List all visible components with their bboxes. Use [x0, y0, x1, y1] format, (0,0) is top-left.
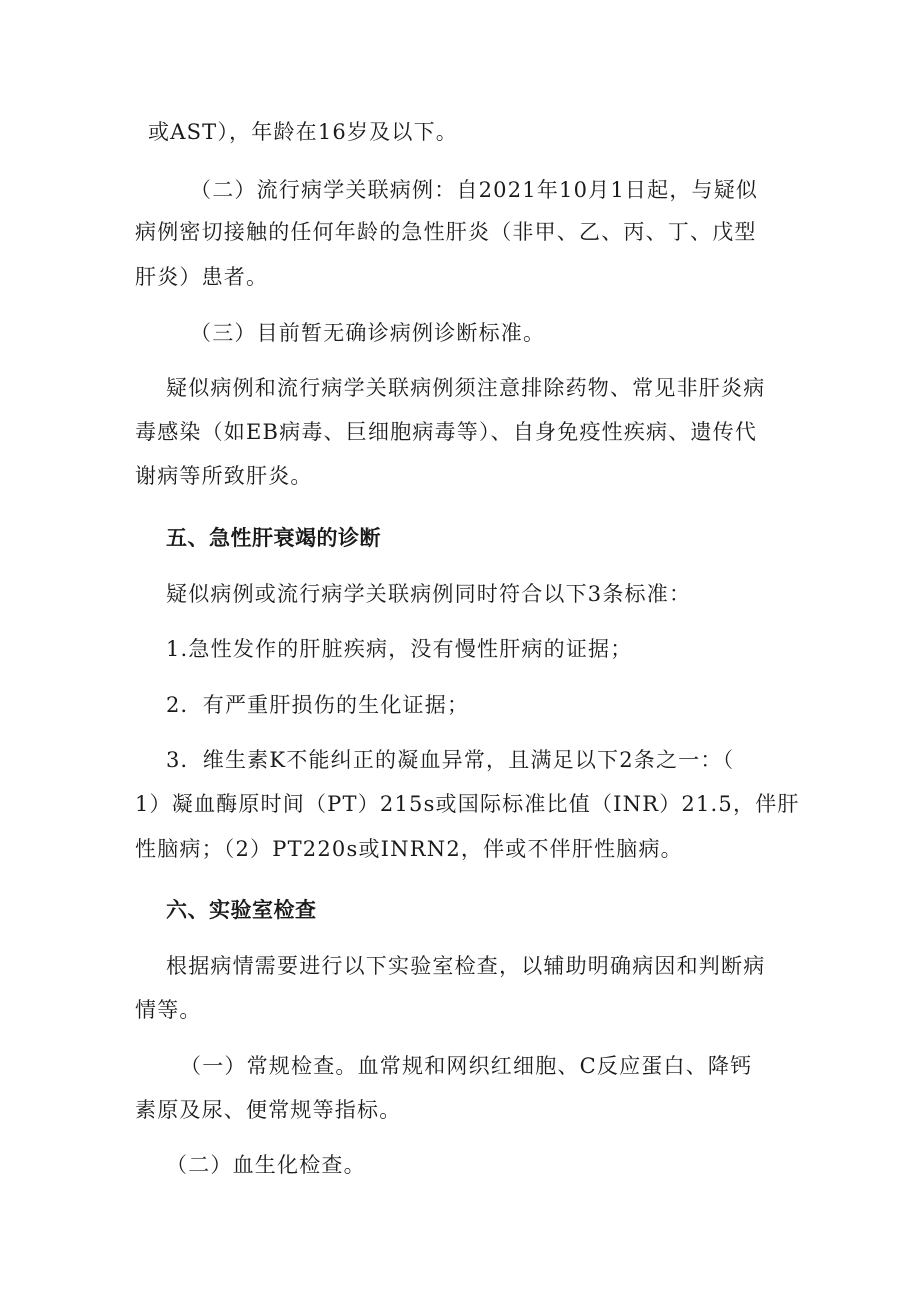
- section-heading-5: 五、急性肝衰竭的诊断: [166, 526, 381, 550]
- text-line: 根据病情需要进行以下实验室检查，以辅助明确病因和判断病: [166, 954, 766, 978]
- text-line: 病例密切接触的任何年龄的急性肝炎（非甲、乙、丙、丁、戊型: [135, 220, 757, 244]
- text-line: （三）目前暂无确诊病例诊断标准。: [190, 321, 546, 345]
- text-line: （二）血生化检查。: [166, 1153, 366, 1177]
- text-line: 疑似病例和流行病学关联病例须注意排除药物、常见非肝炎病: [166, 376, 766, 400]
- text-line: 2．有严重肝损伤的生化证据；: [166, 693, 470, 717]
- text-line: 情等。: [135, 998, 202, 1022]
- text-line: 毒感染（如EB病毒、巨细胞病毒等）、自身免疫性疾病、遗传代: [135, 420, 758, 444]
- text-line: 1.急性发作的肝脏疾病，没有慢性肝病的证据；: [166, 637, 633, 661]
- text-line: 1）凝血酶原时间（PT）215s或国际标准比值（INR）21.5，伴肝: [135, 792, 800, 816]
- text-line: （一）常规检查。血常规和网织红细胞、C反应蛋白、降钙: [180, 1054, 753, 1078]
- text-line: 或AST），年龄在16岁及以下。: [148, 120, 458, 144]
- text-line: 谢病等所致肝炎。: [135, 464, 313, 488]
- text-line: 3．维生素K不能纠正的凝血异常，且满足以下2条之一：（: [166, 748, 735, 772]
- section-heading-6: 六、实验室检查: [166, 898, 317, 922]
- text-line: 肝炎）患者。: [135, 265, 269, 289]
- text-line: 疑似病例或流行病学关联病例同时符合以下3条标准：: [166, 582, 692, 606]
- text-line: 素原及尿、便常规等指标。: [135, 1098, 402, 1122]
- text-line: 性脑病；（2）PT220s或INRN2，伴或不伴肝性脑病。: [135, 837, 683, 861]
- text-line: （二）流行病学关联病例：自2021年10月1日起，与疑似: [190, 178, 759, 202]
